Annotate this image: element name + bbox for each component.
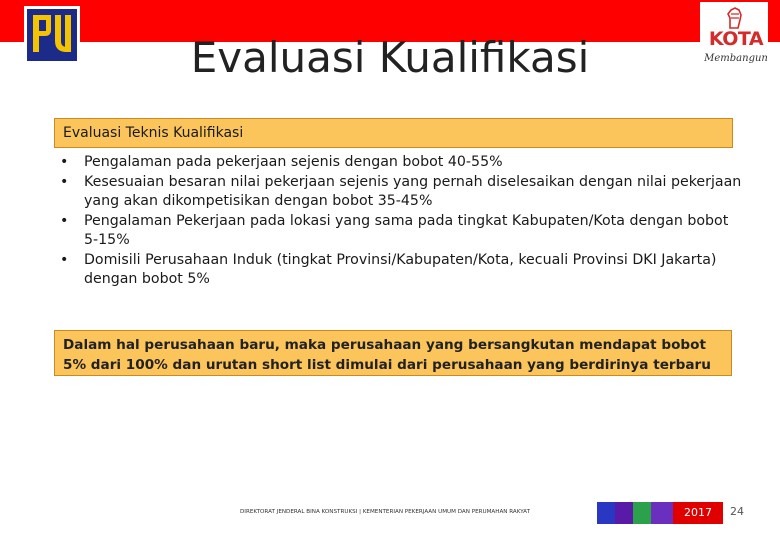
list-item (54, 251, 744, 290)
criteria-list (54, 153, 744, 290)
footer-color-strip (597, 502, 615, 524)
list-item-text: Domisili Perusahaan Induk (tingkat Provinsi/Kabupaten/Kota, kecuali Provinsi DKI Jakarta) dengan bobot 5% (84, 251, 717, 287)
slide-title: Evaluasi Kualifikasi (190, 33, 590, 82)
note-box: Dalam hal perusahaan baru, maka perusahaan yang bersangkutan mendapat bobot 5% dari 100% dan urutan short list dimulai dari perusahaan yang berdirinya terbaru (54, 330, 732, 376)
bullet-marker: • (60, 154, 69, 170)
list-item (54, 153, 744, 173)
list-item (54, 173, 744, 212)
list-item-text: Pengalaman Pekerjaan pada lokasi yang sama pada tingkat Kabupaten/Kota dengan bobot 5-15% (84, 212, 729, 248)
list-item-text: Kesesuaian besaran nilai pekerjaan sejenis yang pernah diselesaikan dengan nilai pekerjaan yang akan dikompetisikan dengan bobot 35-45% (84, 173, 742, 209)
bullet-marker: • (60, 173, 69, 190)
kota-logo-word: KOTA (708, 28, 764, 50)
bullet-marker: • (60, 212, 69, 229)
fist-icon (726, 6, 744, 30)
footer-color-strip (651, 502, 673, 524)
bullet-marker: • (60, 251, 69, 268)
footer-color-strip (633, 502, 651, 524)
page-number: 24 (730, 505, 744, 518)
footer-color-strip (615, 502, 633, 524)
footer-directorate-text: DIREKTORAT JENDERAL BINA KONSTRUKSI | KEMENTERIAN PEKERJAAN UMUM DAN PERUMAHAN RAKYAT (240, 509, 530, 515)
kota-logo-subtitle: Membangun (704, 53, 768, 64)
year-badge: 2017 (673, 502, 723, 524)
list-item-text: Pengalaman pada pekerjaan sejenis dengan bobot 40-55% (84, 154, 503, 170)
list-item (54, 212, 744, 251)
section-header-box: Evaluasi Teknis Kualifikasi (54, 118, 733, 148)
